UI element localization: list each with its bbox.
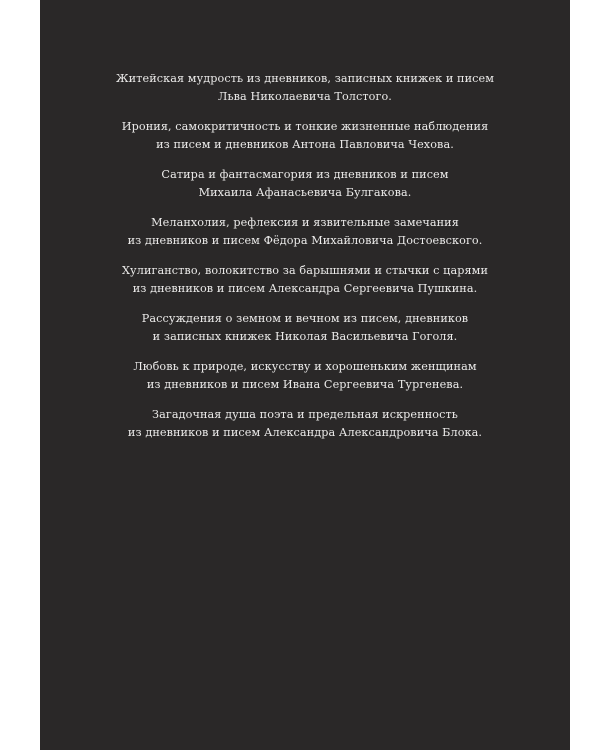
entry-turgenev xyxy=(40,358,570,394)
back-cover xyxy=(40,0,570,750)
entry-line-1: Житейская мудрость из дневников, записных книжек и писем xyxy=(115,72,495,85)
entry-gogol xyxy=(40,310,570,346)
entry-line-2: Льва Николаевича Толстого. xyxy=(218,90,392,103)
entry-line-1: Рассуждения о земном и вечном из писем, дневников xyxy=(141,312,469,325)
entry-line-1: Загадочная душа поэта и предельная искренность xyxy=(152,408,458,421)
entry-pushkin xyxy=(40,262,570,298)
entry-line-2: из дневников и писем Ивана Сергеевича Тургенева. xyxy=(146,378,464,391)
entry-tolstoy xyxy=(40,70,570,106)
entry-blok xyxy=(40,406,570,442)
entry-line-2: и записных книжек Николая Васильевича Гоголя. xyxy=(152,330,458,343)
entry-line-1: Хулиганство, волокитство за барышнями и стычки с царями xyxy=(121,264,489,277)
entry-line-1: Ирония, самокритичность и тонкие жизненные наблюдения xyxy=(121,120,489,133)
entry-line-1: Меланхолия, рефлексия и язвительные замечания xyxy=(151,216,459,229)
entry-line-2: из дневников и писем Александра Сергеевича Пушкина. xyxy=(132,282,478,295)
entry-line-1: Сатира и фантасмагория из дневников и писем xyxy=(161,168,449,181)
entry-line-2: из дневников и писем Фёдора Михайловича Достоевского. xyxy=(127,234,483,247)
entry-bulgakov xyxy=(40,166,570,202)
entry-line-2: из писем и дневников Антона Павловича Чехова. xyxy=(156,138,454,151)
entry-chekhov xyxy=(40,118,570,154)
entry-line-1: Любовь к природе, искусству и хорошеньким женщинам xyxy=(133,360,477,373)
entry-dostoevsky xyxy=(40,214,570,250)
entry-line-2: Михаила Афанасьевича Булгакова. xyxy=(198,186,412,199)
entry-line-2: из дневников и писем Александра Александровича Блока. xyxy=(127,426,483,439)
book-description-list xyxy=(40,70,570,454)
